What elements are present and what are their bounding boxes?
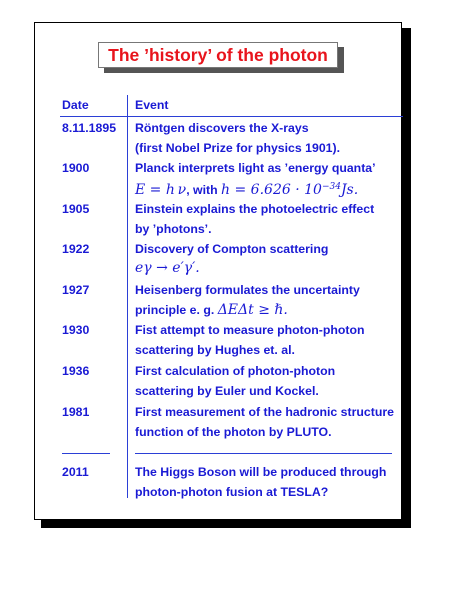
row-event-line2: by ’photons’. [135,222,212,236]
compton-formula-line [135,260,200,276]
row-date: 1930 [62,323,90,337]
row-event-line1: Röntgen discovers the X-rays [135,121,309,135]
column-divider [127,95,128,498]
row-event-line2: (first Nobel Prize for physics 1901). [135,141,341,155]
row-event-line1: First calculation of photon-photon [135,364,336,378]
event-header: Event [135,98,169,112]
planck-constant-unit: Js. [340,182,359,198]
row-event-line1: Fist attempt to measure photon-photon [135,323,365,337]
header-underline [60,116,403,117]
future-separator-event [135,453,392,454]
with-text: , with [186,183,222,197]
future-separator-date [62,453,110,454]
planck-formula-line [135,179,358,198]
page-title: The ’history’ of the photon [98,42,338,68]
planck-constant-formula [221,182,358,198]
row-date: 1922 [62,242,90,256]
row-date: 1981 [62,405,90,419]
row-date: 1927 [62,283,90,297]
row-event-line2: photon-photon fusion at TESLA? [135,485,329,499]
row-event-line2: principle e. g. [135,303,218,317]
row-event-line1: Einstein explains the photoelectric effect [135,202,375,216]
row-date: 1900 [62,161,90,175]
row-event-line1: Heisenberg formulates the uncertainty [135,283,360,297]
row-event-line2: scattering by Hughes et. al. [135,343,295,357]
date-header: Date [62,98,89,112]
row-event-line1: Planck interprets light as ’energy quanta’ [135,161,376,175]
row-date: 8.11.1895 [62,121,117,135]
uncertainty-formula: ΔEΔt ≥ ℏ. [217,302,288,318]
compton-formula: eγ → e′γ′. [135,260,200,276]
row-event-line2: scattering by Euler und Kockel. [135,384,319,398]
planck-energy-formula: E = h ν [135,182,187,198]
slide-frame [34,22,402,520]
row-date: 1936 [62,364,90,378]
planck-constant-mantissa: h = 6.626 · 10 [221,182,322,198]
row-event-line2: function of the photon by PLUTO. [135,425,332,439]
uncertainty-line [135,302,288,318]
planck-constant-exponent: −34 [321,182,341,192]
row-event-line1: The Higgs Boson will be produced through [135,465,387,479]
row-event-line1: First measurement of the hadronic structure [135,405,394,419]
row-date: 2011 [62,465,89,479]
row-event-line1: Discovery of Compton scattering [135,242,329,256]
row-date: 1905 [62,202,90,216]
